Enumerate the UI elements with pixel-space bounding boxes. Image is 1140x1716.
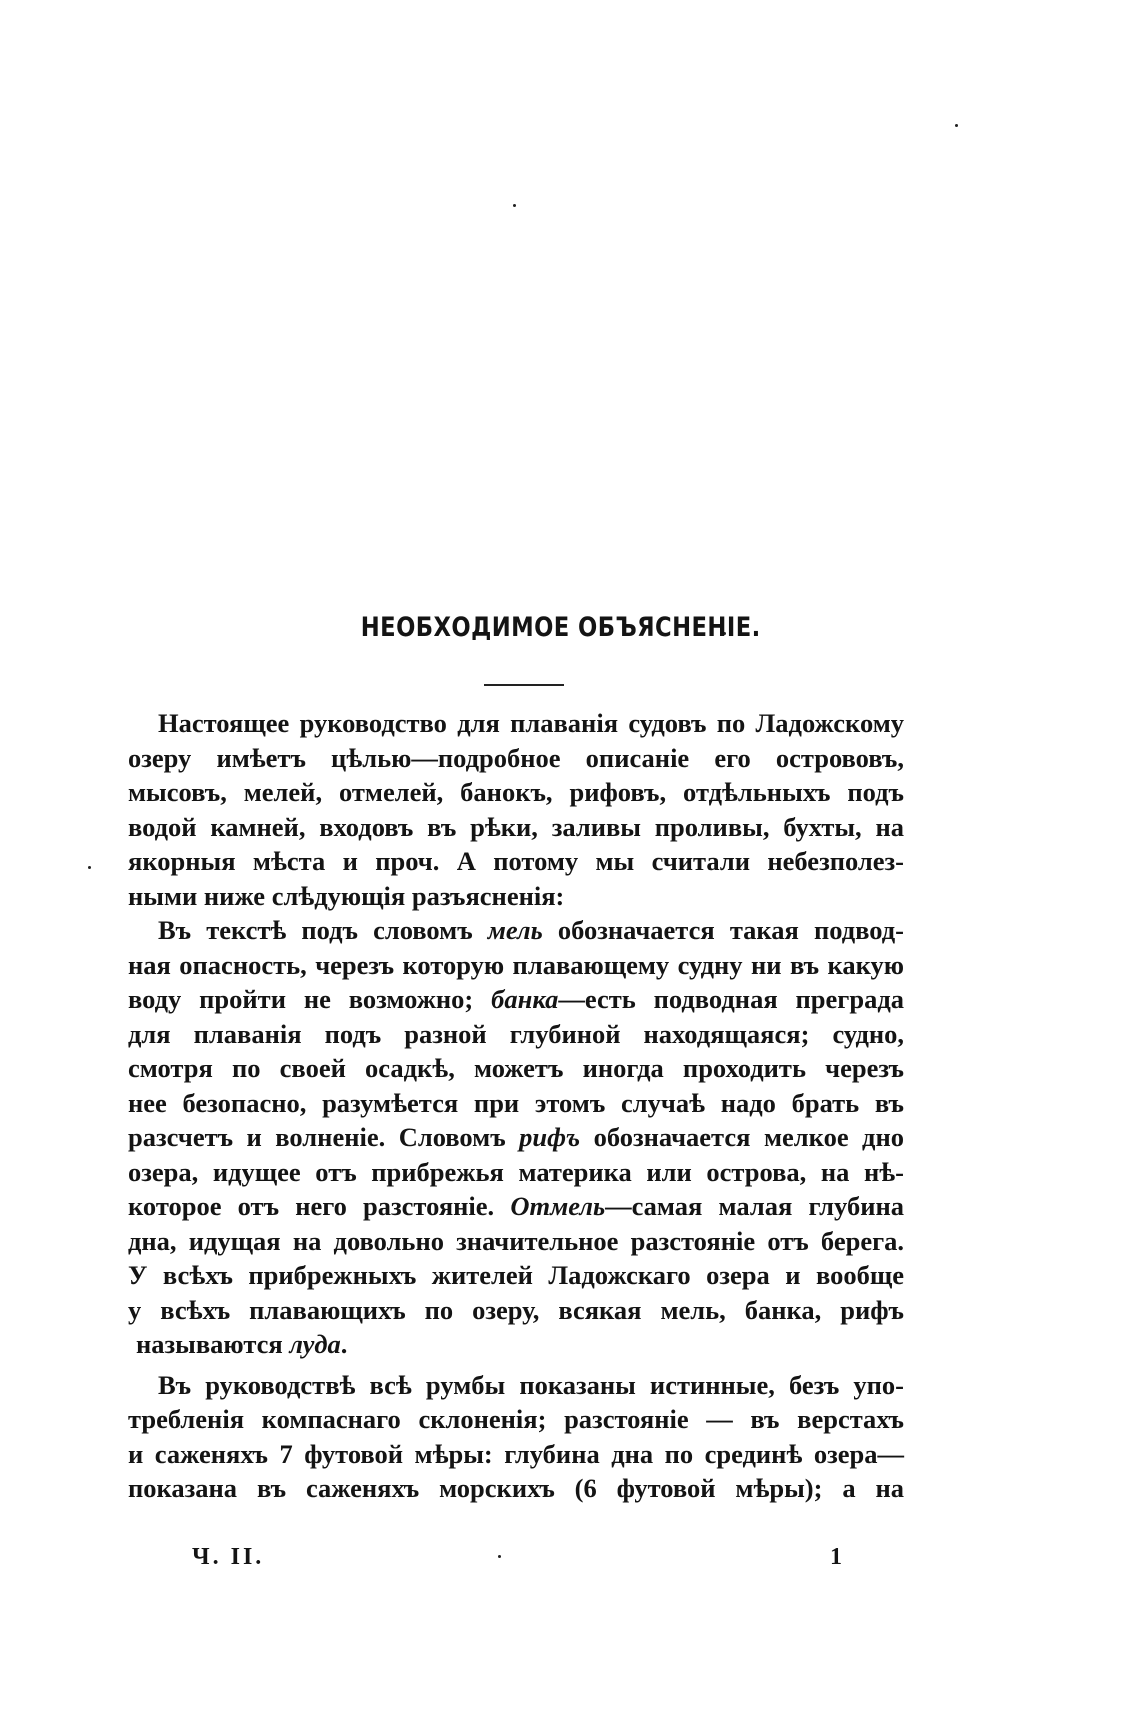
text-segment: воду пройти не возможно; xyxy=(128,984,492,1014)
text-line xyxy=(128,982,904,1017)
text-line: требленія компаснаго склоненія; разстояніе — въ верстахъ xyxy=(128,1404,904,1434)
text-line: Въ руководствѣ всѣ румбы показаны истинные, безъ упо- xyxy=(158,1369,904,1400)
text-line: У всѣхъ прибрежныхъ жителей Ладожскаго озера и вообще xyxy=(128,1260,904,1290)
print-speck xyxy=(955,124,958,127)
text-segment: Въ текстѣ подъ словомъ xyxy=(158,915,488,945)
text-line: нее безопасно, разумѣется при этомъ случаѣ надо брать въ xyxy=(128,1087,904,1118)
italic-term: луда xyxy=(289,1329,341,1359)
text-line: озеру имѣетъ цѣлью—подробное описаніе его острововъ, xyxy=(128,742,904,773)
text-line xyxy=(128,1189,904,1224)
text-segment: называются xyxy=(136,1329,290,1359)
title-divider xyxy=(484,684,564,686)
text-line: у всѣхъ плавающихъ по озеру, всякая мель, банка, рифъ xyxy=(128,1294,904,1325)
part-marker: Ч. II. xyxy=(192,1544,265,1570)
print-speck xyxy=(88,866,91,869)
italic-term: рифъ xyxy=(519,1122,581,1152)
text-line: мысовъ, мелей, отмелей, банокъ, рифовъ, отдѣльныхъ подъ xyxy=(128,777,904,807)
print-speck xyxy=(513,204,516,207)
text-segment: —есть подводная преграда xyxy=(558,984,904,1014)
page-number: 1 xyxy=(830,1544,842,1570)
text-line xyxy=(128,1327,904,1362)
text-line: водой камней, входовъ въ рѣки, заливы проливы, бухты, на xyxy=(128,811,904,842)
text-line xyxy=(128,1120,904,1155)
text-line: и саженяхъ 7 футовой мѣры: глубина дна по срединѣ озера— xyxy=(128,1438,904,1469)
text-line xyxy=(128,913,904,948)
text-segment: которое отъ него разстояніе. xyxy=(128,1191,511,1221)
text-line: для плаванія подъ разной глубиной находящаяся; судно, xyxy=(128,1018,904,1049)
italic-term: банка xyxy=(491,984,559,1014)
text-segment: обозначается такая подвод- xyxy=(542,915,904,945)
text-segment: . xyxy=(340,1329,348,1359)
text-line: ными ниже слѣдующія разъясненія: xyxy=(128,880,565,911)
text-line: дна, идущая на довольно значительное разстояніе отъ берега. xyxy=(128,1225,904,1256)
page-title: НЕОБХОДИМОЕ ОБЪЯСНЕНІЕ. xyxy=(360,612,761,643)
body-text xyxy=(128,706,904,1506)
italic-term: Отмель xyxy=(510,1191,606,1221)
text-line: якорныя мѣста и проч. А потому мы считали небезполез- xyxy=(128,846,904,876)
text-line: озера, идущее отъ прибрежья материка или острова, на нѣ- xyxy=(128,1156,904,1187)
text-line: Настоящее руководство для плаванія судовъ по Ладожскому xyxy=(158,708,904,738)
page-footer xyxy=(0,1544,1140,1580)
text-line: смотря по своей осадкѣ, можетъ иногда проходить черезъ xyxy=(128,1053,904,1083)
italic-term: мель xyxy=(487,915,543,945)
text-segment: разсчетъ и волненіе. Словомъ xyxy=(128,1122,520,1152)
text-segment: —самая малая глубина xyxy=(605,1191,904,1221)
text-line: показана въ саженяхъ морскихъ (6 футовой мѣры); а на xyxy=(128,1473,904,1503)
text-line: ная опасность, черезъ которую плавающему судну ни въ какую xyxy=(128,949,904,980)
text-segment: обозначается мелкое дно xyxy=(580,1122,904,1152)
